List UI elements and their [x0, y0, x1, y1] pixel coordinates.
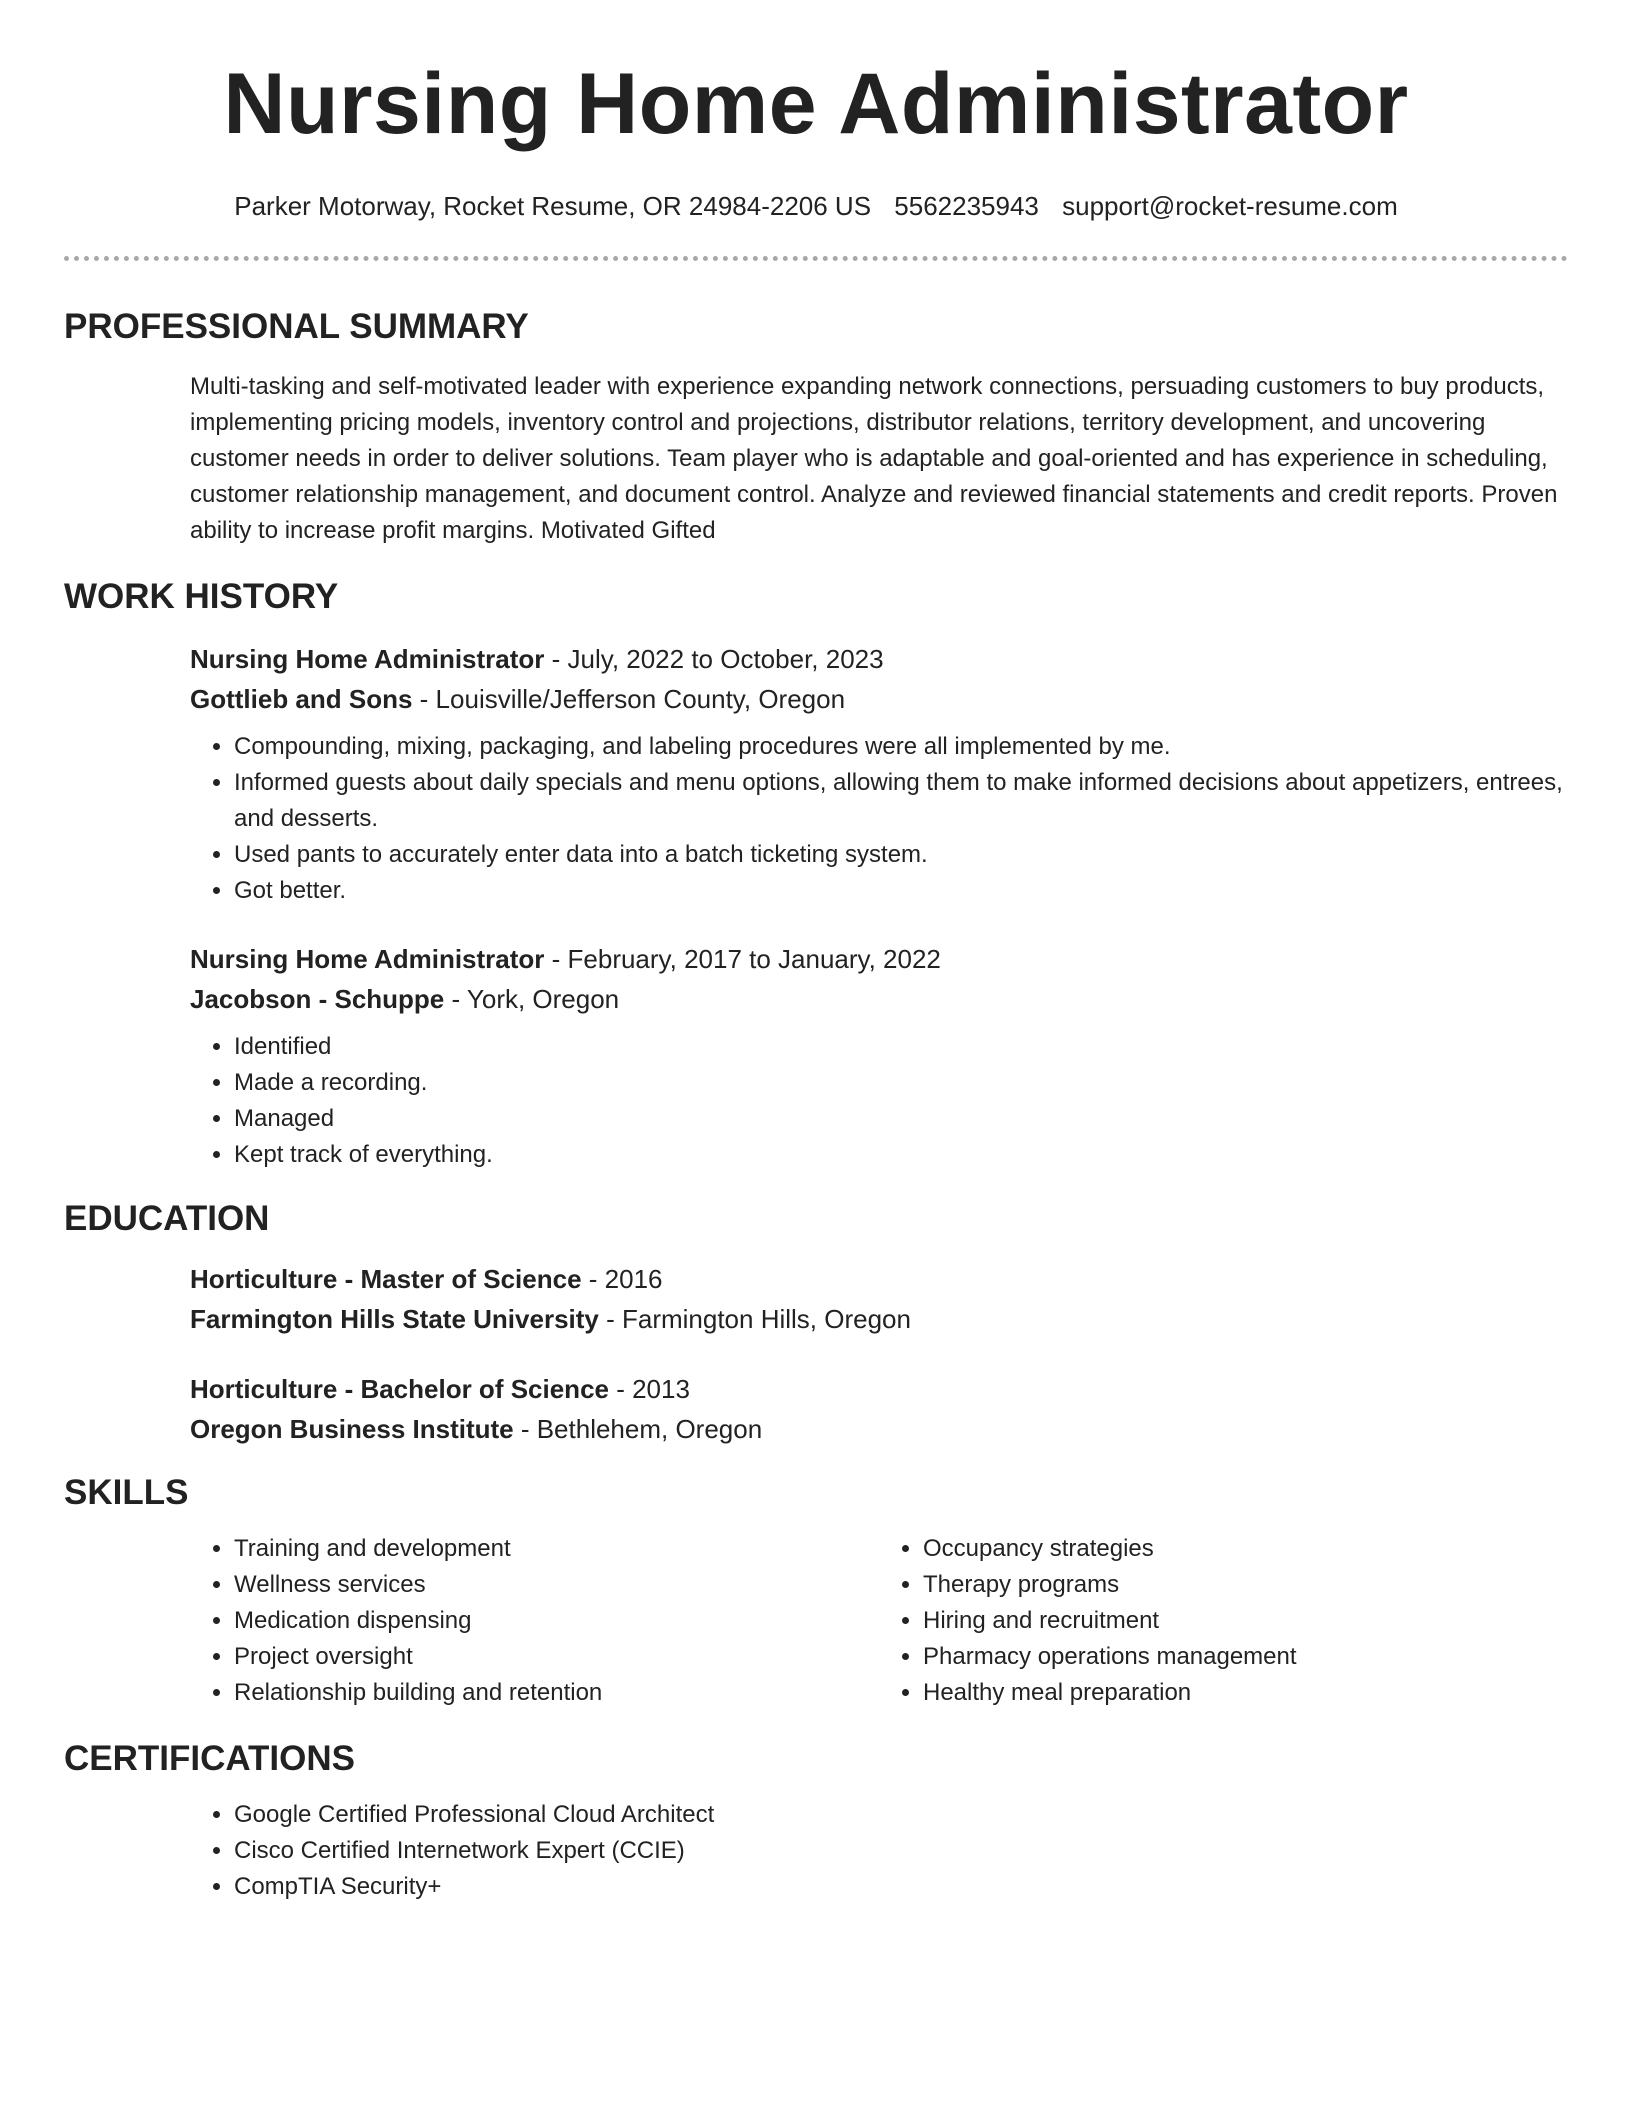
certification-item: • Google Certified Professional Cloud Architect — [234, 1797, 1568, 1833]
job-bullets — [190, 1029, 1568, 1173]
header-divider — [64, 256, 1568, 261]
job-bullet: • Kept track of everything. — [234, 1137, 1568, 1173]
skills-title: SKILLS — [64, 1473, 189, 1512]
job-bullet: • Made a recording. — [234, 1065, 1568, 1101]
contact-address: Parker Motorway, Rocket Resume, OR 24984-2206 US — [234, 191, 872, 221]
education-year: - 2013 — [608, 1374, 690, 1404]
certifications-section — [64, 1737, 1568, 1905]
job-location: - York, Oregon — [444, 984, 620, 1014]
job-location: - Louisville/Jefferson County, Oregon — [412, 684, 846, 714]
job-bullet: • Compounding, mixing, packaging, and labeling procedures were all implemented by me. — [234, 729, 1568, 765]
certifications-list — [190, 1797, 1568, 1905]
skill-item: • Medication dispensing — [234, 1603, 879, 1639]
job-company: Gottlieb and Sons — [190, 684, 413, 714]
skill-item: • Healthy meal preparation — [923, 1675, 1568, 1711]
job-bullet: • Informed guests about daily specials and menu options, allowing them to make informed decisions about appetizers, entrees, and desserts. — [234, 765, 1568, 837]
contact-line — [64, 190, 1568, 222]
work-title: WORK HISTORY — [64, 577, 339, 616]
job-company-line — [190, 979, 1568, 1019]
job-bullet: • Used pants to accurately enter data into a batch ticketing system. — [234, 837, 1568, 873]
education-school: Oregon Business Institute — [190, 1414, 514, 1444]
education-title: EDUCATION — [64, 1199, 270, 1238]
work-section — [64, 575, 1568, 1173]
education-degree-line — [190, 1369, 1568, 1409]
education-entry — [190, 1259, 1568, 1339]
certifications-title: CERTIFICATIONS — [64, 1739, 356, 1778]
education-year: - 2016 — [581, 1264, 663, 1294]
contact-phone: 5562235943 — [894, 191, 1039, 221]
job-bullet: • Identified — [234, 1029, 1568, 1065]
skill-item: • Relationship building and retention — [234, 1675, 879, 1711]
certification-item: • CompTIA Security+ — [234, 1869, 1568, 1905]
job-dates: - July, 2022 to October, 2023 — [544, 644, 884, 674]
job-role: Nursing Home Administrator — [190, 944, 545, 974]
education-degree: Horticulture - Bachelor of Science — [190, 1374, 609, 1404]
skills-list-right — [879, 1531, 1568, 1711]
skill-item: • Training and development — [234, 1531, 879, 1567]
job-role-line — [190, 939, 1568, 979]
education-location: - Bethlehem, Oregon — [513, 1414, 763, 1444]
skill-item: • Occupancy strategies — [923, 1531, 1568, 1567]
job-role-line — [190, 639, 1568, 679]
contact-email: support@rocket-resume.com — [1062, 191, 1398, 221]
job-entry — [190, 939, 1568, 1173]
job-company: Jacobson - Schuppe — [190, 984, 445, 1014]
education-section — [64, 1197, 1568, 1449]
skill-item: • Therapy programs — [923, 1567, 1568, 1603]
education-degree-line — [190, 1259, 1568, 1299]
skill-item: • Project oversight — [234, 1639, 879, 1675]
education-degree: Horticulture - Master of Science — [190, 1264, 582, 1294]
education-location: - Farmington Hills, Oregon — [598, 1304, 911, 1334]
summary-section — [64, 305, 1568, 549]
education-school-line — [190, 1299, 1568, 1339]
job-bullet: • Got better. — [234, 873, 1568, 909]
job-company-line — [190, 679, 1568, 719]
skills-grid — [190, 1531, 1568, 1711]
job-role: Nursing Home Administrator — [190, 644, 545, 674]
certification-item: • Cisco Certified Internetwork Expert (CCIE) — [234, 1833, 1568, 1869]
summary-text: Multi-tasking and self-motivated leader with experience expanding network connections, persuading customers to buy products, implementing pricing models, inventory control and projections, distributor relations, territory development, and uncovering customer needs in order to deliver solutions. Team player who is adaptable and goal-oriented and has experience in scheduling, customer relationship management, and document control. Analyze and reviewed financial statements and credit reports. Proven ability to increase profit margins. Motivated Gifted — [190, 373, 1558, 544]
skill-item: • Hiring and recruitment — [923, 1603, 1568, 1639]
job-entry — [190, 639, 1568, 909]
job-dates: - February, 2017 to January, 2022 — [544, 944, 941, 974]
skill-item: • Wellness services — [234, 1567, 879, 1603]
job-bullet: • Managed — [234, 1101, 1568, 1137]
skills-section — [64, 1471, 1568, 1711]
summary-title: PROFESSIONAL SUMMARY — [64, 307, 529, 346]
education-entry — [190, 1369, 1568, 1449]
resume-name: Nursing Home Administrator — [223, 56, 1409, 152]
skill-item: • Pharmacy operations management — [923, 1639, 1568, 1675]
job-bullets — [190, 729, 1568, 909]
education-school-line — [190, 1409, 1568, 1449]
education-school: Farmington Hills State University — [190, 1304, 599, 1334]
skills-list-left — [190, 1531, 879, 1711]
